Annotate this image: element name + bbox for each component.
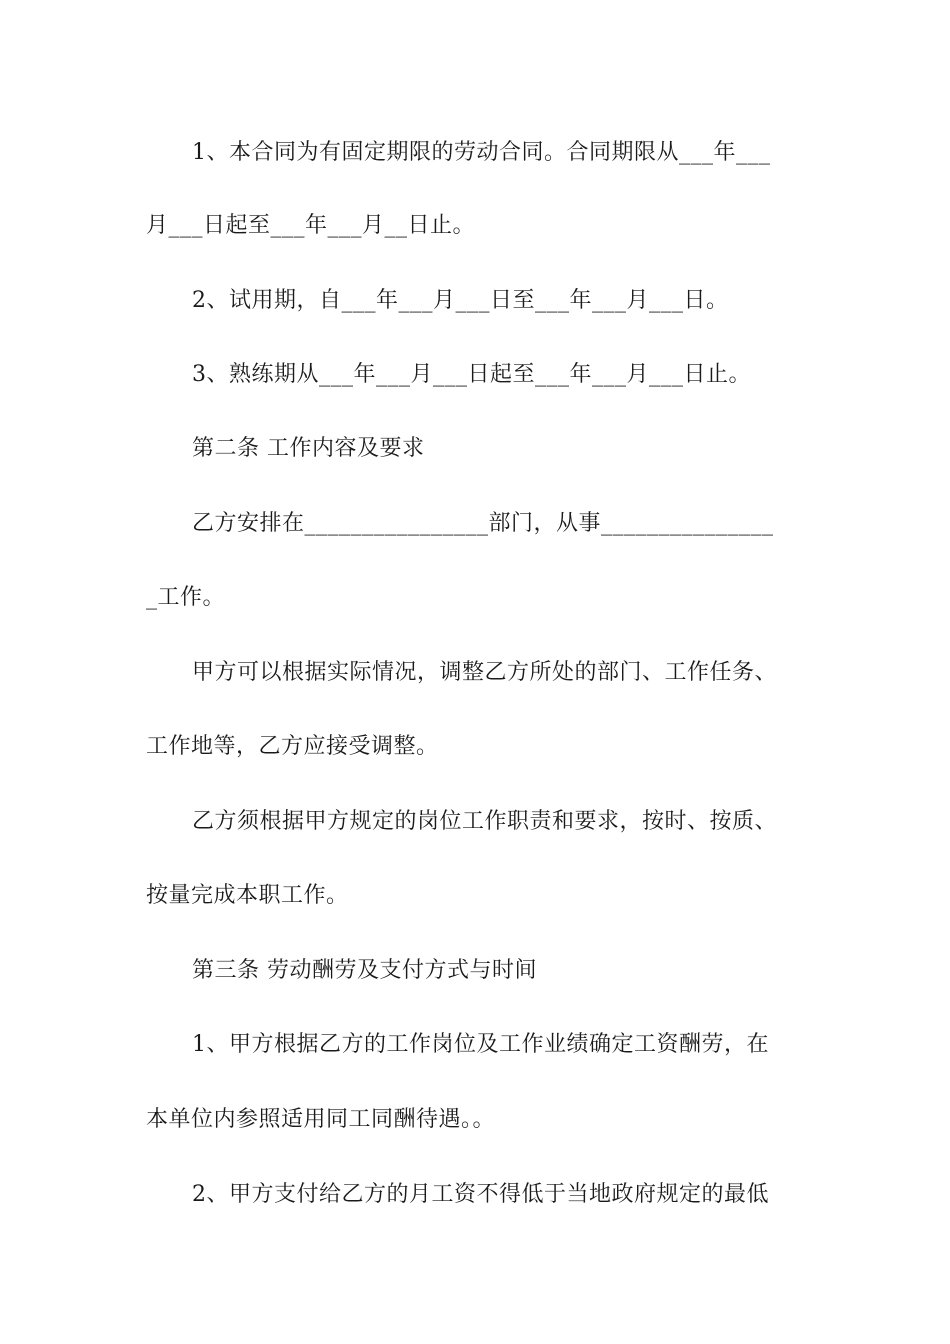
duty-line-1: 乙方须根据甲方规定的岗位工作职责和要求，按时、按质、: [192, 809, 778, 834]
clause-proficiency: 3、熟练期从___年___月___日起至___年___月___日止。: [192, 362, 751, 387]
pay-clause-1-line-1: 1、甲方根据乙方的工作岗位及工作业绩确定工资酬劳，在: [192, 1032, 769, 1057]
pay-clause-1-line-2: 本单位内参照适用同工同酬待遇。。: [146, 1107, 496, 1132]
assignment-line-1: 乙方安排在________________部门，从事_______________: [192, 511, 774, 536]
pay-clause-2-line-1: 2、甲方支付给乙方的月工资不得低于当地政府规定的最低: [192, 1182, 769, 1207]
section-heading-3: 第三条 劳动酬劳及支付方式与时间: [192, 958, 537, 983]
clause-probation: 2、试用期，自___年___月___日至___年___月___日。: [192, 288, 729, 313]
clause-term-line-2: 月___日起至___年___月__日止。: [146, 213, 476, 238]
adjustment-line-2: 工作地等，乙方应接受调整。: [146, 734, 439, 759]
duty-line-2: 按量完成本职工作。: [146, 883, 349, 908]
section-heading-2: 第二条 工作内容及要求: [192, 436, 425, 461]
clause-term-line-1: 1、本合同为有固定期限的劳动合同。合同期限从___年___: [192, 140, 771, 165]
assignment-line-2: _工作。: [146, 585, 226, 610]
adjustment-line-1: 甲方可以根据实际情况，调整乙方所处的部门、工作任务、: [192, 660, 778, 685]
